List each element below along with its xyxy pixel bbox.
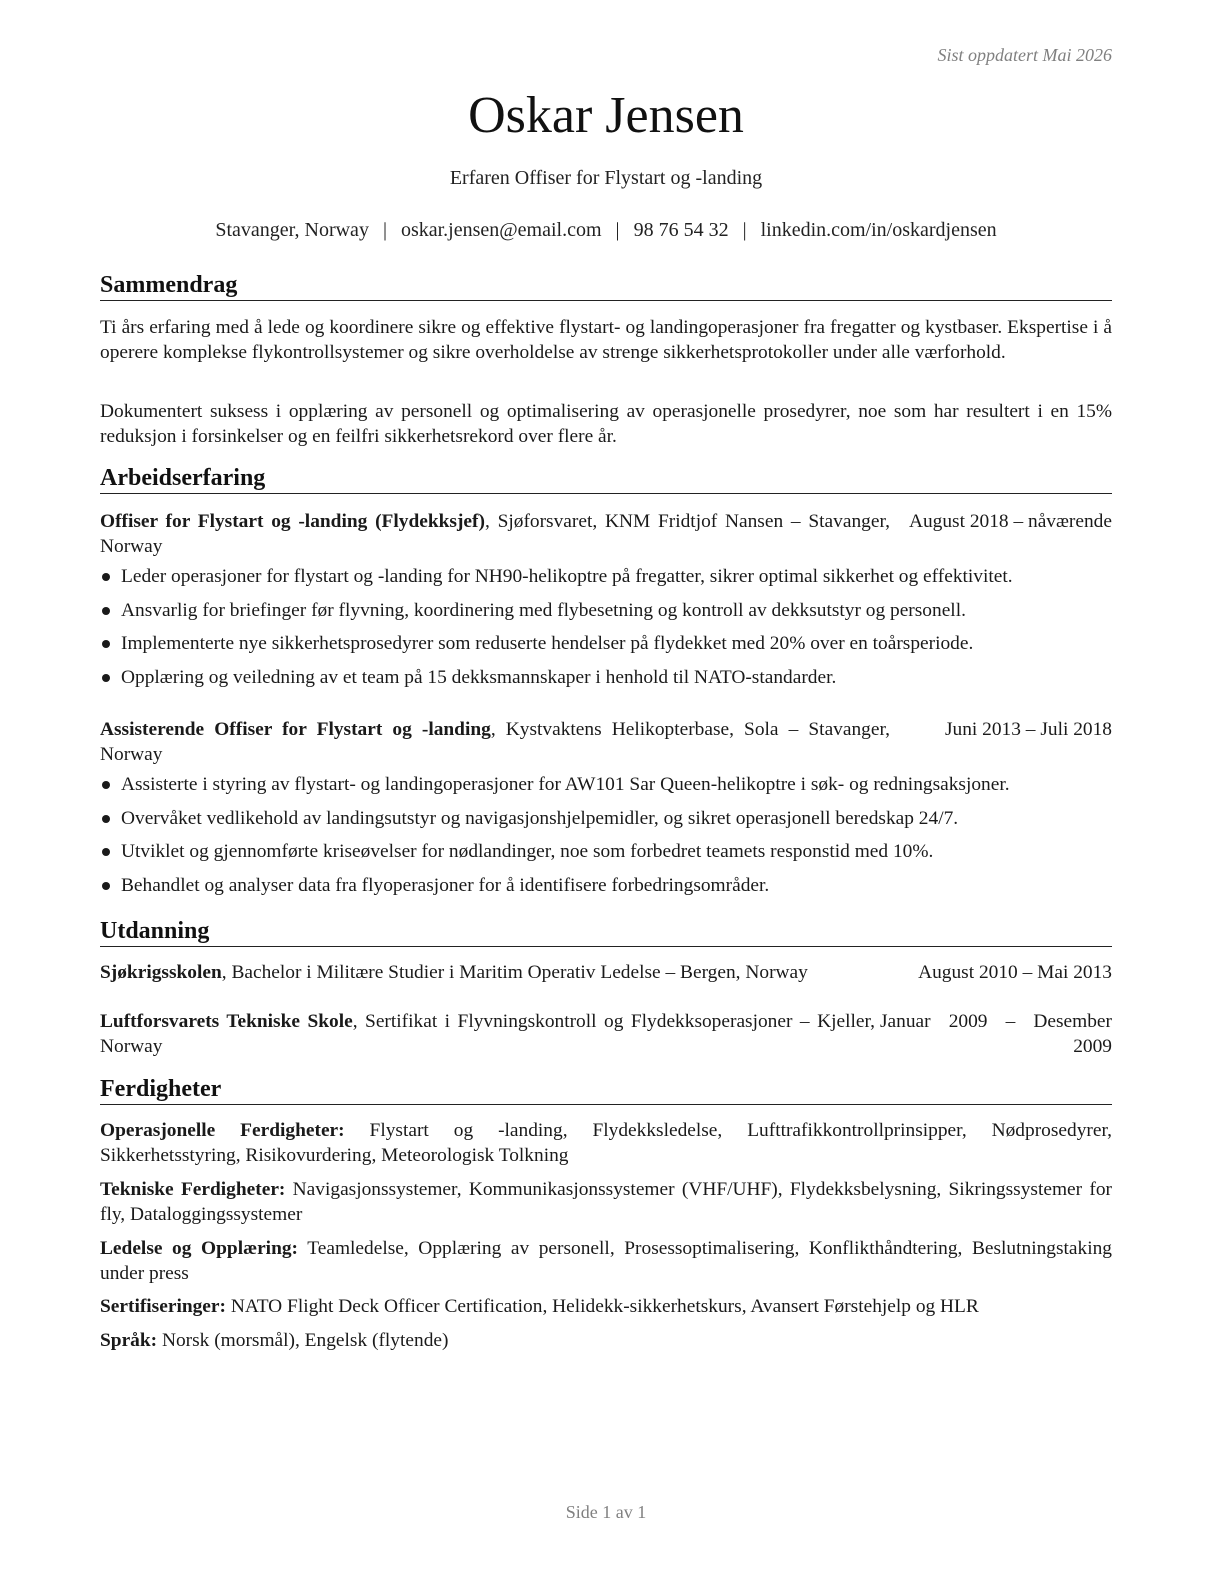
skill-text: Teamledelse, Opplæring av personell, Prosessoptimalisering, Konflikthåndtering, Beslutningstaking under press xyxy=(100,1238,1112,1284)
tagline: Erfaren Offiser for Flystart og -landing xyxy=(449,167,763,189)
summary-paragraph: Ti års erfaring med å lede og koordinere sikre og effektive flystart- og landingoperasjoner fra fregatter og kystbaser. Ekspertise i å operere komplekse flykontrollsystemer og sikre overholdelse av strenge sikkerhetsprotokoller under alle værforhold. xyxy=(100,317,1112,363)
job-title-line xyxy=(100,509,890,559)
education-entry xyxy=(100,1009,1112,1059)
contact-email[interactable]: oskar.jensen@email.com xyxy=(400,219,602,241)
contact-line xyxy=(100,219,1112,242)
job-role: Offiser for Flystart og -landing (Flydekksjef) xyxy=(100,511,485,532)
bullet-icon xyxy=(102,674,110,682)
job-role: Assisterende Offiser for Flystart og -landing xyxy=(100,719,491,740)
bullet-text: Assisterte i styring av flystart- og landingoperasjoner for AW101 Sar Queen-helikoptre i søk- og redningsaksjoner. xyxy=(121,774,1010,795)
job-organization: , Kystvaktens Helikopterbase, Sola – Stavanger, Norway xyxy=(100,719,891,765)
bullet-text: Opplæring og veiledning av et team på 15 dekksmannskaper i henhold til NATO-standarder. xyxy=(121,666,837,688)
job-header xyxy=(100,509,1112,559)
bullet-text: Behandlet og analyser data fra flyoperasjoner for å identifisere forbedringsområder. xyxy=(121,874,770,896)
list-item xyxy=(100,665,1112,699)
job-dates: Juni 2013 – Juli 2018 xyxy=(945,719,1112,740)
bullet-icon xyxy=(102,848,110,856)
contact-separator: | xyxy=(742,219,747,241)
skill-group xyxy=(100,1236,1112,1286)
job-header xyxy=(100,717,1112,767)
job-bullets xyxy=(100,564,1112,698)
skill-text: NATO Flight Deck Officer Certification, Helidekk-sikkerhetskurs, Avansert Førstehjelp og HLR xyxy=(225,1296,979,1317)
list-item xyxy=(100,806,1112,840)
list-item xyxy=(100,772,1112,806)
list-item xyxy=(100,631,1112,665)
section-title-experience: Arbeidserfaring xyxy=(100,464,1112,494)
bullet-text: Utviklet og gjennomførte kriseøvelser for nødlandinger, noe som forbedret teamets responstid med 10%. xyxy=(121,841,934,862)
school-name: Sjøkrigsskolen xyxy=(100,962,222,983)
bullet-text: Implementerte nye sikkerhetsprosedyrer som reduserte hendelser på flydekket med 20% over en toårsperiode. xyxy=(121,633,974,654)
education-dates: Januar 2009 – Desember 2009 xyxy=(880,1011,1112,1057)
skill-text: Norsk (morsmål), Engelsk (flytende) xyxy=(157,1330,449,1351)
last-updated: Sist oppdatert Mai 2026 xyxy=(937,45,1112,65)
skill-label: Språk: xyxy=(100,1330,158,1351)
job-title-line xyxy=(100,717,890,767)
skill-group xyxy=(100,1294,1112,1319)
page-number: Side 1 av 1 xyxy=(565,1502,647,1522)
education-title-line xyxy=(100,960,890,985)
job-bullets xyxy=(100,772,1112,906)
list-item xyxy=(100,839,1112,873)
list-item xyxy=(100,564,1112,598)
school-name: Luftforsvarets Tekniske Skole xyxy=(100,1011,353,1032)
list-item xyxy=(100,598,1112,632)
section-title-skills: Ferdigheter xyxy=(100,1075,1112,1105)
bullet-icon xyxy=(102,781,110,789)
candidate-name: Oskar Jensen xyxy=(468,87,744,144)
bullet-icon xyxy=(102,815,110,823)
bullet-text: Overvåket vedlikehold av landingsutstyr og navigasjonshjelpemidler, og sikret operasjonell beredskap 24/7. xyxy=(121,807,959,829)
education-detail: , Sertifikat i Flyvningskontroll og Flydekksoperasjoner – Kjeller, Norway xyxy=(100,1011,875,1057)
education-title-line xyxy=(100,1009,875,1059)
skill-label: Operasjonelle Ferdigheter: xyxy=(100,1120,345,1141)
contact-separator: | xyxy=(382,219,387,241)
bullet-icon xyxy=(102,640,110,648)
bullet-icon xyxy=(102,882,110,890)
job-organization: , Sjøforsvaret, KNM Fridtjof Nansen – Stavanger, Norway xyxy=(100,511,890,557)
bullet-icon xyxy=(102,607,110,615)
skill-group xyxy=(100,1328,1112,1353)
education-detail: , Bachelor i Militære Studier i Maritim Operativ Ledelse – Bergen, Norway xyxy=(221,962,808,983)
bullet-icon xyxy=(102,573,110,581)
list-item xyxy=(100,873,1112,907)
bullet-text: Ansvarlig for briefinger før flyvning, koordinering med flybesetning og kontroll av dekksutstyr og personell. xyxy=(121,599,966,621)
skill-group xyxy=(100,1177,1112,1227)
skill-text: Navigasjonssystemer, Kommunikasjonssystemer (VHF/UHF), Flydekksbelysning, Sikringssystemer for fly, Dataloggingssystemer xyxy=(100,1179,1112,1225)
education-entry xyxy=(100,960,1112,985)
contact-linkedin[interactable]: linkedin.com/in/oskardjensen xyxy=(760,219,997,241)
skill-label: Tekniske Ferdigheter: xyxy=(100,1179,286,1200)
contact-phone: 98 76 54 32 xyxy=(633,219,729,241)
contact-location: Stavanger, Norway xyxy=(215,219,369,241)
skill-label: Sertifiseringer: xyxy=(100,1296,226,1317)
job-dates: August 2018 – nåværende xyxy=(908,511,1112,532)
resume-page xyxy=(100,0,1112,1584)
skill-text: Flystart og -landing, Flydekksledelse, Lufttrafikkontrollprinsipper, Nødprosedyrer, Sikkerhetsstyring, Risikovurdering, Meteorologisk Tolkning xyxy=(100,1120,1112,1166)
summary-paragraph: Dokumentert suksess i opplæring av personell og optimalisering av operasjonelle prosedyrer, noe som har resultert i en 15% reduksjon i forsinkelser og en feilfri sikkerhetsrekord over flere år. xyxy=(100,401,1112,447)
section-title-summary: Sammendrag xyxy=(100,271,1112,301)
section-title-education: Utdanning xyxy=(100,917,1112,947)
contact-separator: | xyxy=(615,219,620,241)
skill-group xyxy=(100,1118,1112,1168)
skill-label: Ledelse og Opplæring: xyxy=(100,1238,299,1259)
education-dates: August 2010 – Mai 2013 xyxy=(918,962,1112,983)
bullet-text: Leder operasjoner for flystart og -landing for NH90-helikoptre på fregatter, sikrer optimal sikkerhet og effektivitet. xyxy=(121,566,1013,587)
